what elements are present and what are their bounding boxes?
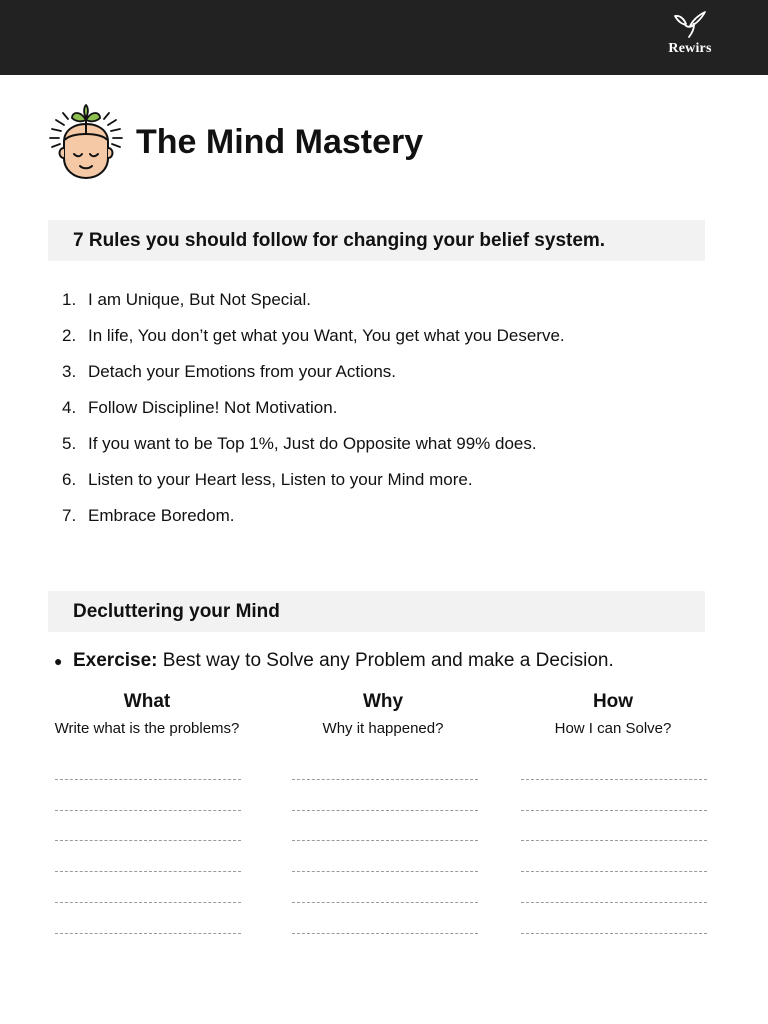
- column-title: How: [592, 691, 634, 712]
- list-item: [58, 282, 565, 318]
- column-subtitle: Why it happened?: [322, 720, 444, 737]
- column-title: What: [123, 691, 171, 712]
- list-item: [58, 354, 565, 390]
- list-item-number: 4.: [62, 398, 77, 417]
- brand-name: Rewirs: [668, 41, 712, 56]
- answer-line-why[interactable]: [292, 840, 478, 841]
- answer-line-how[interactable]: [521, 840, 707, 841]
- list-item-text: I am Unique, But Not Special.: [88, 290, 312, 309]
- list-item-text: Listen to your Heart less, Listen to your Mind more.: [88, 470, 473, 489]
- column-why: [263, 688, 503, 740]
- exercise-text: Best way to Solve any Problem and make a Decision.: [162, 650, 614, 671]
- rules-list: [58, 282, 565, 534]
- list-item-number: 1.: [62, 290, 77, 309]
- page-title: The Mind Mastery: [136, 123, 424, 161]
- exercise-label: Exercise:: [73, 650, 158, 671]
- answer-line-how[interactable]: [521, 902, 707, 903]
- answer-line-why[interactable]: [292, 871, 478, 872]
- list-item-text: Follow Discipline! Not Motivation.: [88, 398, 338, 417]
- answer-line-how[interactable]: [521, 871, 707, 872]
- answer-line-how[interactable]: [521, 810, 707, 811]
- answer-line-what[interactable]: [55, 871, 241, 872]
- column-subtitle: Write what is the problems?: [54, 720, 240, 737]
- answer-line-why[interactable]: [292, 779, 478, 780]
- column-subtitle: How I can Solve?: [554, 720, 672, 737]
- list-item-text: Detach your Emotions from your Actions.: [88, 362, 397, 381]
- list-item-number: 3.: [62, 362, 77, 381]
- column-title: Why: [362, 691, 404, 712]
- answer-line-how[interactable]: [521, 933, 707, 934]
- answer-line-what[interactable]: [55, 779, 241, 780]
- brand-logo: [660, 10, 720, 57]
- answer-line-what[interactable]: [55, 902, 241, 903]
- exercise-item: [54, 646, 614, 676]
- header-bar: [0, 0, 768, 75]
- answer-line-why[interactable]: [292, 933, 478, 934]
- answer-line-why[interactable]: [292, 810, 478, 811]
- list-item-text: Embrace Boredom.: [88, 506, 235, 525]
- mind-growth-head-icon: [46, 104, 126, 184]
- rules-section-header: [48, 220, 705, 261]
- answer-line-why[interactable]: [292, 902, 478, 903]
- list-item: [58, 426, 565, 462]
- list-item-number: 2.: [62, 326, 77, 345]
- answer-line-what[interactable]: [55, 933, 241, 934]
- column-how: [493, 688, 733, 740]
- declutter-heading: Decluttering your Mind: [73, 601, 280, 622]
- answer-line-how[interactable]: [521, 779, 707, 780]
- list-item: [58, 318, 565, 354]
- rules-heading: 7 Rules you should follow for changing your belief system.: [73, 230, 606, 251]
- declutter-section-header: [48, 591, 705, 632]
- answer-line-what[interactable]: [55, 840, 241, 841]
- list-item: [58, 462, 565, 498]
- list-item: [58, 390, 565, 426]
- list-item-number: 5.: [62, 434, 77, 453]
- list-item: [58, 498, 565, 534]
- list-item-text: In life, You don’t get what you Want, You get what you Deserve.: [88, 326, 565, 345]
- bird-logo-icon: [670, 10, 710, 40]
- answer-line-what[interactable]: [55, 810, 241, 811]
- list-item-number: 6.: [62, 470, 77, 489]
- bullet-icon: ●: [54, 653, 63, 669]
- list-item-number: 7.: [62, 506, 77, 525]
- column-what: [27, 688, 267, 740]
- list-item-text: If you want to be Top 1%, Just do Opposite what 99% does.: [88, 434, 537, 453]
